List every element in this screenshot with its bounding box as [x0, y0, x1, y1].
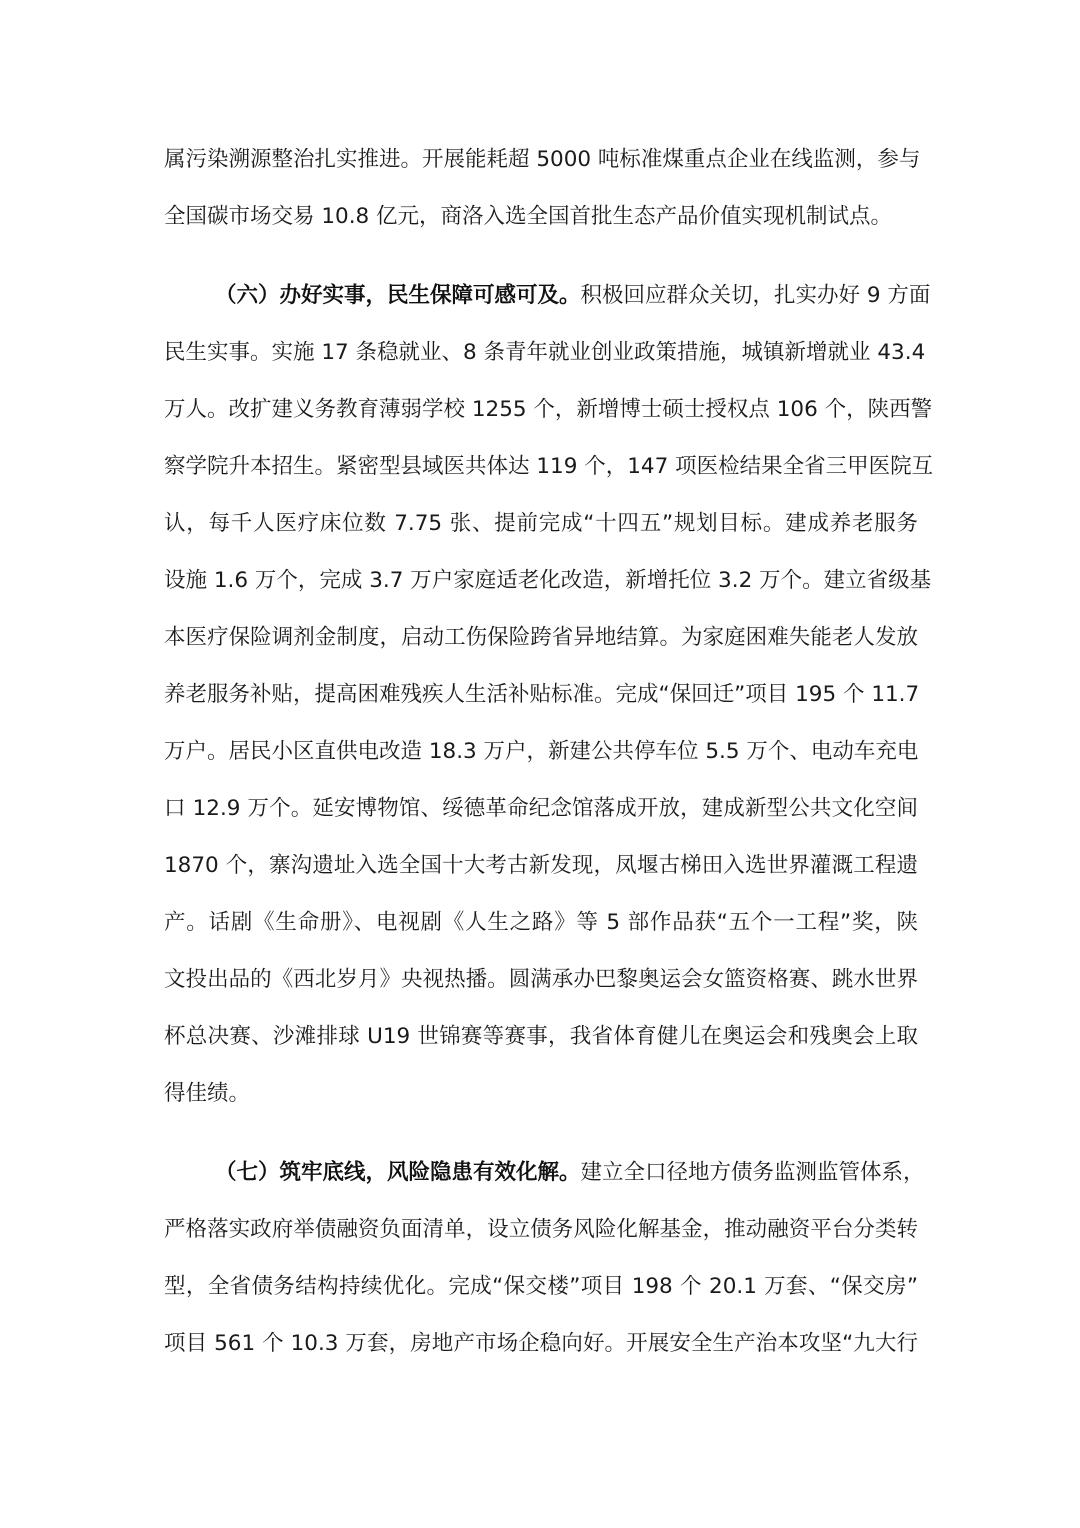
text-line: 设施 1.6 万个，完成 3.7 万户家庭适老化改造，新增托位 3.2 万个。建立省级基 — [164, 568, 932, 593]
text-line: 本医疗保险调剂金制度，启动工伤保险跨省异地结算。为家庭困难失能老人发放 — [164, 625, 918, 650]
text-line: 得佳绩。 — [164, 1081, 251, 1106]
text-line: 产。话剧《生命册》、电视剧《人生之路》等 5 部作品获“五个一工程”奖，陕 — [164, 910, 918, 935]
text-span: 积极回应群众关切，扎实办好 9 方面 — [580, 283, 931, 308]
section-seven-first-line — [215, 1153, 925, 1193]
section-six-first-line — [215, 276, 931, 316]
section-seven-heading: （七）筑牢底线，风险隐患有效化解。 — [215, 1160, 581, 1185]
text-line: 养老服务补贴，提高困难残疾人生活补贴标准。完成“保回迁”项目 195 个 11.7 — [164, 682, 920, 707]
text-line: 认，每千人医疗床位数 7.75 张、提前完成“十四五”规划目标。建成养老服务 — [164, 511, 918, 536]
text-line: 属污染溯源整治扎实推进。开展能耗超 5000 吨标准煤重点企业在线监测，参与 — [164, 147, 921, 172]
text-line: 杯总决赛、沙滩排球 U19 世锦赛等赛事，我省体育健儿在奥运会和残奥会上取 — [164, 1024, 918, 1049]
text-line: 万人。改扩建义务教育薄弱学校 1255 个，新增博士硕士授权点 106 个，陕西警 — [164, 397, 933, 422]
text-line: 型，全省债务结构持续优化。完成“保交楼”项目 198 个 20.1 万套、“保交房” — [164, 1274, 918, 1299]
text-line: 严格落实政府举债融资负面清单，设立债务风险化解基金，推动融资平台分类转 — [164, 1217, 918, 1242]
text-span: 建立全口径地方债务监测监管体系， — [580, 1160, 925, 1185]
text-line: 口 12.9 万个。延安博物馆、绥德革命纪念馆落成开放，建成新型公共文化空间 — [164, 796, 918, 821]
text-line: 全国碳市场交易 10.8 亿元，商洛入选全国首批生态产品价值实现机制试点。 — [164, 204, 893, 229]
section-six-heading: （六）办好实事，民生保障可感可及。 — [215, 283, 581, 308]
text-line: 文投出品的《西北岁月》央视热播。圆满承办巴黎奥运会女篮资格赛、跳水世界 — [164, 967, 918, 992]
text-line: 1870 个，寨沟遗址入选全国十大考古新发现，凤堰古梯田入选世界灌溉工程遗 — [164, 853, 918, 878]
text-line: 项目 561 个 10.3 万套，房地产市场企稳向好。开展安全生产治本攻坚“九大行 — [164, 1331, 918, 1356]
text-line: 民生实事。实施 17 条稳就业、8 条青年就业创业政策措施，城镇新增就业 43.4 — [164, 340, 926, 365]
text-line: 万户。居民小区直供电改造 18.3 万户，新建公共停车位 5.5 万个、电动车充电 — [164, 739, 919, 764]
text-line: 察学院升本招生。紧密型县域医共体达 119 个，147 项医检结果全省三甲医院互 — [164, 454, 934, 479]
